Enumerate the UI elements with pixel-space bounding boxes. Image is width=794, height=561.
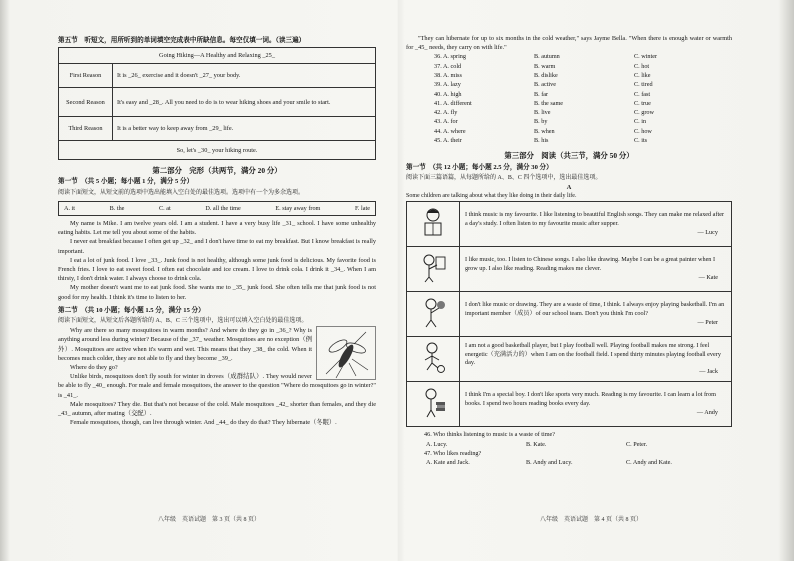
row-text: It is a better way to keep away from _29_ life. bbox=[113, 117, 376, 141]
option: 43. A. for bbox=[434, 118, 458, 126]
option: B. autumn bbox=[534, 53, 560, 61]
table-title: Going Hiking—A Healthy and Relaxing _25_ bbox=[59, 48, 376, 64]
option: D. all the time bbox=[205, 204, 241, 212]
option: A. Lucy. bbox=[426, 440, 448, 448]
option: C. winter bbox=[634, 53, 658, 61]
right-page bbox=[406, 34, 732, 467]
option: B. his bbox=[534, 137, 549, 145]
s1-instructions: 阅读下面三篇语篇，从每题所给的 A、B、C 四个选项中，选出最佳选项。 bbox=[406, 174, 602, 181]
page-footer-left: 八年级 英语试题 第 3 页（共 8 页） bbox=[158, 517, 261, 523]
hiking-table bbox=[58, 47, 376, 160]
option: B. by bbox=[534, 118, 548, 126]
option: 37. A. cold bbox=[434, 62, 462, 70]
s1-instructions: 阅读下面短文，从短文前的选项中选出能填入空白处的最佳选项。选项中有一个为多余选项。 bbox=[58, 189, 305, 196]
option: B. when bbox=[534, 127, 555, 135]
option: C. in bbox=[634, 118, 647, 126]
option: 36. A. spring bbox=[434, 53, 466, 61]
mosquito-icon bbox=[316, 326, 376, 380]
passage-lead: Some children are talking about what they like doing in their daily life. bbox=[406, 193, 577, 200]
kid-text: I am not a good basketball player, but I play football well. Playing football makes me strong. I feel energetic（充满活力的）when I am on the football field. I spend thirty minutes playing football every day. bbox=[465, 341, 721, 367]
question-46: 46. Who thinks listening to music is a waste of time? bbox=[424, 431, 556, 439]
option: A. Kate and Jack. bbox=[426, 459, 470, 466]
girl-painting-icon bbox=[407, 247, 460, 292]
children-table bbox=[406, 201, 732, 427]
table-bottom: So, let's _30_ your hiking route. bbox=[59, 141, 376, 160]
girl-reading-icon bbox=[407, 202, 460, 247]
option: C. grow bbox=[634, 109, 654, 117]
option: 45. A. their bbox=[434, 137, 462, 145]
row-text: It's easy and _28_. All you need to do is to wear hiking shoes and your smile to start. bbox=[113, 88, 376, 117]
passage-paragraph: "They can hibernate for up to six months in the cold weather," says Jayme Bella. "When there is enough water or warmth for _45_ needs, they carry on with life." bbox=[406, 35, 732, 52]
option: B. warm bbox=[534, 62, 556, 70]
question-47: 47. Who likes reading? bbox=[424, 449, 482, 457]
option: B. active bbox=[534, 81, 556, 89]
left-page bbox=[58, 34, 376, 427]
passage-paragraph: Why are there so many mosquitoes in warm months? And where do they go in _36_? Why is anything around less during winter? Because of the _37_ weather. Mosquitoes are no exception（例外）. Mosquitoes are active when it's warm and wet. This means that they _38_ the cold. When it becomes much colder, they are not able to fly and they become _39_. bbox=[58, 327, 312, 362]
option: B. the same bbox=[534, 99, 564, 107]
option: C. how bbox=[634, 127, 652, 135]
option: F. late bbox=[354, 204, 370, 212]
kid-name: — Kate bbox=[698, 273, 718, 281]
section5-title: 第五节 听短文，用所听到的单词填空完成表中所缺信息。每空仅填一词。（读三遍） bbox=[58, 37, 306, 44]
passage-letter: A bbox=[566, 183, 572, 191]
passage-paragraph: I eat a lot of junk food. I love _33_. Junk food is not healthy, although some junk food is delicious. My favorite food is French fries. I love to eat sweet food. I often eat chocolate and ice cream. I love to drink cola. I drink it _34_. When I am thirsty, I don't drink water. I always choose to drink cola. bbox=[58, 256, 376, 283]
s1-title: 第一节 （共 12 小题；每小题 2.5 分，满分 30 分） bbox=[406, 163, 553, 171]
s2-title: 第二节 （共 10 小题；每小题 1.5 分，满分 15 分） bbox=[58, 306, 205, 314]
question-47-options bbox=[426, 458, 732, 467]
option: B. live bbox=[534, 109, 551, 117]
option-box bbox=[58, 201, 376, 216]
option: B. far bbox=[534, 90, 549, 98]
kid-name: — Andy bbox=[696, 408, 718, 416]
boy-basketball-icon bbox=[407, 292, 460, 337]
option: B. Andy and Lucy. bbox=[526, 459, 573, 466]
option: C. hot bbox=[634, 62, 650, 70]
passage-paragraph: Where do they go? bbox=[70, 364, 118, 372]
option: E. stay away from bbox=[275, 204, 321, 212]
option: 41. A. different bbox=[434, 99, 472, 107]
page-footer-right: 八年级 英语试题 第 4 页（共 8 页） bbox=[540, 517, 643, 523]
kid-text: I think I'm a special boy. I don't like sports very much. Reading is my favourite. I can learn a lot from books. I spend two hours reading books every day. bbox=[465, 391, 716, 407]
row-label: Second Reason bbox=[59, 88, 113, 117]
s1-title: 第一节 （共 5 小题；每小题 1 分，满分 5 分） bbox=[58, 178, 194, 186]
kid-text: I don't like music or drawing. They are a waste of time, I think. I always enjoy playing basketball. I'm an important member（成员）of our school team. Don't you think I'm cool? bbox=[465, 301, 725, 317]
option: C. at bbox=[159, 204, 171, 212]
row-label: First Reason bbox=[59, 64, 113, 88]
option: B. the bbox=[109, 204, 125, 212]
option: C. true bbox=[634, 99, 651, 107]
row-label: Third Reason bbox=[59, 117, 113, 141]
option: B. Kate. bbox=[526, 440, 547, 448]
passage-paragraph: Male mosquitoes? They die. But that's not because of the cold. Male mosquitoes _42_ shorter than females, and they die _43_ autumn, after mating（交配）. bbox=[58, 400, 376, 418]
passage-paragraph: Unlike birds, mosquitoes don't fly south for winter in droves（成群结队）. They would never be able to fly _40_ enough. For male and female mosquitoes, the answer to the question "Where do mosquitoes go in winter?" is _41_. bbox=[58, 373, 376, 399]
passage-paragraph: Female mosquitoes, though, can live through winter. And _44_ do they do that? They hibernate（冬眠）. bbox=[70, 419, 337, 427]
boy-books-icon bbox=[407, 382, 460, 427]
option: C. Andy and Kate. bbox=[626, 459, 672, 466]
option: C. tired bbox=[634, 81, 653, 89]
s2-instructions: 阅读下面短文，从短文后各题所给的 A、B、C 三个选项中，选出可以填入空白处的最佳选项。 bbox=[58, 318, 308, 325]
passage-paragraph: I never eat breakfast because I often get up _32_ and I don't have time to eat my breakfast. But I know breakfast is really important. bbox=[58, 238, 376, 255]
passage-paragraph: My mother doesn't want me to eat junk food. She wants me to _35_ junk food. She often tells me that junk food is not good for my health. I think it's time to listen to her. bbox=[58, 284, 376, 301]
kid-text: I think music is my favourite. I like listening to beautiful English songs. They can make me relaxed after a day's study. I often listen to my favourite music after supper. bbox=[465, 211, 725, 227]
kid-name: — Peter bbox=[697, 318, 718, 326]
option: 40. A. high bbox=[434, 90, 462, 98]
part3-title: 第三部分 阅读（共三节，满分 50 分） bbox=[504, 151, 634, 161]
option: B. dislike bbox=[534, 72, 558, 79]
question-46-options bbox=[426, 440, 732, 449]
option: C. like bbox=[634, 72, 651, 79]
option: 42. A. fly bbox=[434, 109, 458, 117]
kid-name: — Lucy bbox=[697, 228, 718, 236]
passage-paragraph: My name is Mike. I am twelve years old. I am a student. I have a very busy life _31_ school. I have some unhealthy eating habits. Let me tell you about some of the habits. bbox=[58, 220, 376, 237]
option: 38. A. miss bbox=[434, 72, 462, 79]
boy-football-icon bbox=[407, 337, 460, 382]
option: 39. A. lazy bbox=[434, 81, 461, 89]
option: A. it bbox=[64, 204, 76, 212]
option: C. its bbox=[634, 137, 648, 145]
part2-title: 第二部分 完形（共两节，满分 20 分） bbox=[152, 166, 282, 176]
row-text: It is _26_ exercise and it doesn't _27_ your body. bbox=[113, 64, 376, 88]
option: 44. A. where bbox=[434, 127, 466, 135]
option: C. fast bbox=[634, 90, 651, 98]
kid-text: I like music, too. I listen to Chinese songs. I also like drawing. Maybe I can be a great painter when I grow up. I also like reading. Reading makes me clever. bbox=[465, 256, 716, 272]
option: C. Peter. bbox=[626, 440, 648, 448]
kid-name: — Jack bbox=[699, 368, 718, 376]
answer-options bbox=[434, 52, 732, 145]
